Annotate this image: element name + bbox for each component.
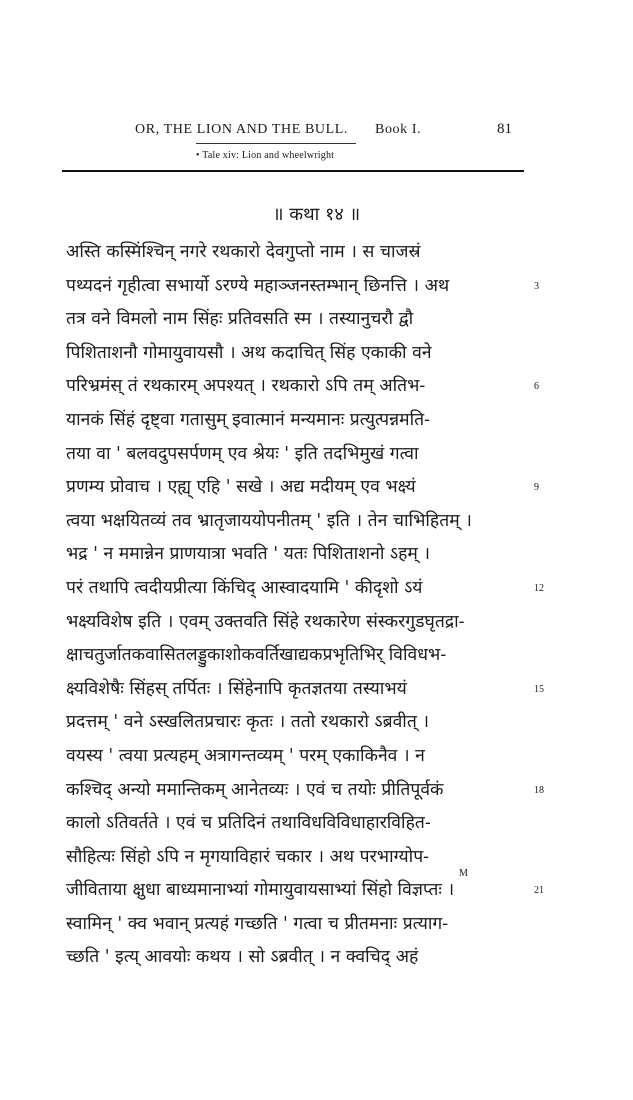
text-line: स्वामिन् ' क्व भवान् प्रत्यहं गच्छति ' गत्वा च प्रीतमनाः प्रत्याग- — [66, 913, 449, 934]
running-head — [135, 122, 520, 142]
text-line: कश्चिद् अन्यो ममान्तिकम् आनेतव्यः । एवं च तयोः प्रीतिपूर्वकं 18 — [66, 774, 526, 808]
header-divider — [196, 143, 356, 144]
header-rule — [62, 170, 524, 172]
text-line: क्षाचतुर्जातकवासितलड्डुकाशोकवर्तिखाद्यकप्रभृतिभिर् विविधभ- — [66, 645, 447, 666]
text-line: तत्र वने विमलो नाम सिंहः प्रतिवसति स्म । तस्यानुचरौ द्वौ — [66, 309, 414, 330]
text-line: यानकं सिंहं दृष्ट्वा गतासुम् इवात्मानं मन्यमानः प्रत्युत्पन्नमति- — [66, 409, 430, 430]
text-line: तया वा ' बलवदुपसर्पणम् एव श्रेयः ' इति तदभिमुखं गत्वा — [66, 443, 419, 464]
text-line: जीविताया क्षुधा बाध्यमानाभ्यां गोमायुवायसाभ्यां सिंहो विज्ञप्तः । 21 — [66, 874, 526, 908]
text-line: प्रणम्य प्रोवाच । एह्य् एहि ' सखे । अद्य मदीयम् एव भक्ष्यं 9 — [66, 471, 526, 505]
text-line: परं तथापि त्वदीयप्रीत्या किंचिद् आस्वादयामि ' कीदृशो ऽयं 12 — [66, 572, 526, 606]
page-number: 81 — [497, 121, 512, 137]
text-line: परिभ्रमंस् तं रथकारम् अपश्यत् । रथकारो ऽपि तम् अतिभ- 6 — [66, 370, 526, 404]
text-line: वयस्य ' त्वया प्रत्यहम् अत्रागन्तव्यम् ' परम् एकाकिनैव । न — [66, 745, 425, 766]
text-line: त्वया भक्षयितव्यं तव भ्रातृजाययोपनीतम् ' इति । तेन चाभिहितम् । — [66, 510, 472, 531]
line-number: 12 — [534, 582, 544, 594]
text-line: भक्ष्यविशेष इति । एवम् उक्तवति सिंहे रथकारेण संस्करगुडघृतद्रा- — [66, 611, 465, 632]
book-label: Book I. — [375, 122, 422, 137]
text-line: पथ्यदनं गृहीत्वा सभार्यो ऽरण्ये महाञ्जनस्तम्भान् छिनत्ति । अथ 3 — [66, 270, 526, 304]
line-number: 6 — [534, 381, 539, 393]
text-line: कालो ऽतिवर्तते । एवं च प्रतिदिनं तथाविधविविधाहारविहित- — [66, 813, 431, 834]
tale-subheading: • Tale xiv: Lion and wheelwright — [196, 150, 335, 161]
line-number: 21 — [534, 885, 544, 897]
line-number: 9 — [534, 482, 539, 494]
text-line: पिशिताशनौ गोमायुवायसौ । अथ कदाचित् सिंह एकाकी वने — [66, 342, 432, 363]
text-line: प्रदत्तम् ' वने ऽस्खलितप्रचारः कृतः । ततो रथकारो ऽब्रवीत् । — [66, 712, 430, 733]
text-line: च्छति ' इत्य् आवयोः कथय । सो ऽब्रवीत् । न क्वचिद् अहं — [66, 947, 419, 968]
text-line: सौहित्यः सिंहो ऽपि न मृगयाविहारं चकार । अथ परभाग्योप- — [66, 846, 430, 867]
story-text — [66, 236, 544, 975]
line-number: 15 — [534, 683, 544, 695]
signature-mark: M — [459, 868, 469, 879]
text-line: क्ष्यविशेषैः सिंहस् तर्पितः । सिंहेनापि कृतज्ञतया तस्याभयं 15 — [66, 673, 526, 707]
text-line: भद्र ' न ममान्नेन प्राणयात्रा भवति ' यतः पिशिताशनो ऽहम् । — [66, 544, 431, 565]
line-number: 18 — [534, 784, 544, 796]
story-heading: ॥ कथा १४ ॥ — [272, 204, 361, 225]
line-number: 3 — [534, 280, 539, 292]
text-line: अस्ति कस्मिंश्चिन् नगरे रथकारो देवगुप्तो नाम । स चाजस्रं — [66, 242, 421, 262]
running-title: OR, THE LION AND THE BULL. — [135, 122, 349, 137]
